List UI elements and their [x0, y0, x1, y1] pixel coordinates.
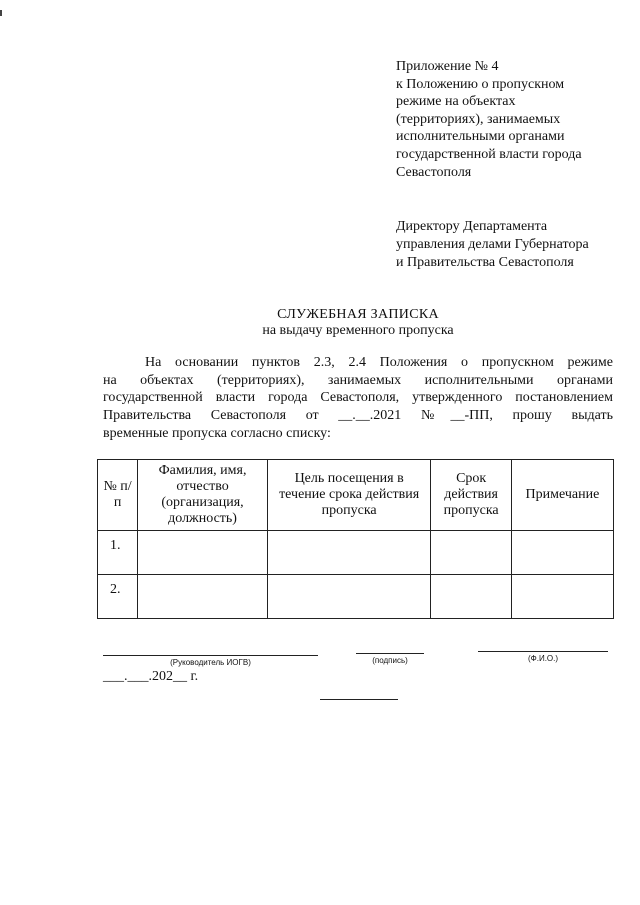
body-line: Правительства Севастополя от __.__.2021 №__-ПП, прошу выдать [103, 408, 613, 424]
header-visit-purpose: Цель посещения в течение срока действия пропуска [267, 460, 431, 531]
row-visit-purpose-cell [267, 575, 431, 619]
date-field: ___.___.202__ г. [103, 669, 199, 684]
name-line [478, 651, 608, 652]
row-note-cell [511, 531, 613, 575]
row-full-name-cell [138, 575, 268, 619]
table-row [98, 575, 614, 619]
row-visit-purpose-cell [267, 531, 431, 575]
row-note-cell [511, 575, 613, 619]
head-signature-line [103, 655, 318, 656]
addressee-line: и Правительства Севастополя [396, 255, 574, 270]
appendix-line: Приложение № 4 [396, 59, 499, 74]
row-validity-cell [431, 531, 511, 575]
name-label: (Ф.И.О.) [527, 654, 559, 663]
appendix-line: государственной власти города [396, 146, 582, 162]
body-paragraph [103, 354, 613, 443]
body-line: государственной власти города Севастополя, утвержденного постановлением [103, 390, 613, 406]
signature-line [356, 653, 424, 654]
row-number: 2. [98, 575, 138, 619]
header-note: Примечание [511, 460, 613, 531]
appendix-line: (территориях), занимаемых [396, 111, 561, 127]
visitor-list-table [97, 459, 614, 619]
row-number: 1. [98, 531, 138, 575]
table-header-row [98, 460, 614, 531]
row-full-name-cell [138, 531, 268, 575]
document-title: СЛУЖЕБНАЯ ЗАПИСКА [277, 307, 439, 322]
appendix-line: режиме на объектах [396, 94, 516, 110]
header-number: № п/п [98, 460, 138, 531]
header-full-name: Фамилия, имя, отчество (организация, должность) [138, 460, 268, 531]
closing-line [320, 699, 398, 700]
head-label: (Руководитель ИОГВ) [170, 658, 251, 667]
body-line: на объектах (территориях), занимаемых исполнительными органами [103, 372, 613, 388]
row-validity-cell [431, 575, 511, 619]
table-row [98, 531, 614, 575]
appendix-line: к Положению о пропускном [396, 76, 565, 92]
addressee-line: Директору Департамента [396, 219, 548, 234]
addressee-line: управления делами Губернатора [396, 237, 589, 252]
appendix-line: исполнительными органами [396, 129, 565, 145]
signature-label: (подпись) [372, 656, 408, 665]
body-line: На основании пунктов 2.3, 2.4 Положения о пропускном режиме [145, 355, 613, 370]
scan-artifact [0, 10, 2, 16]
body-line: временные пропуска согласно списку: [103, 425, 331, 441]
addressee-block [396, 218, 636, 272]
header-validity-period: Срок действия пропуска [431, 460, 511, 531]
appendix-line: Севастополя [396, 164, 472, 180]
appendix-header [396, 58, 632, 181]
document-subtitle: на выдачу временного пропуска [262, 323, 454, 338]
